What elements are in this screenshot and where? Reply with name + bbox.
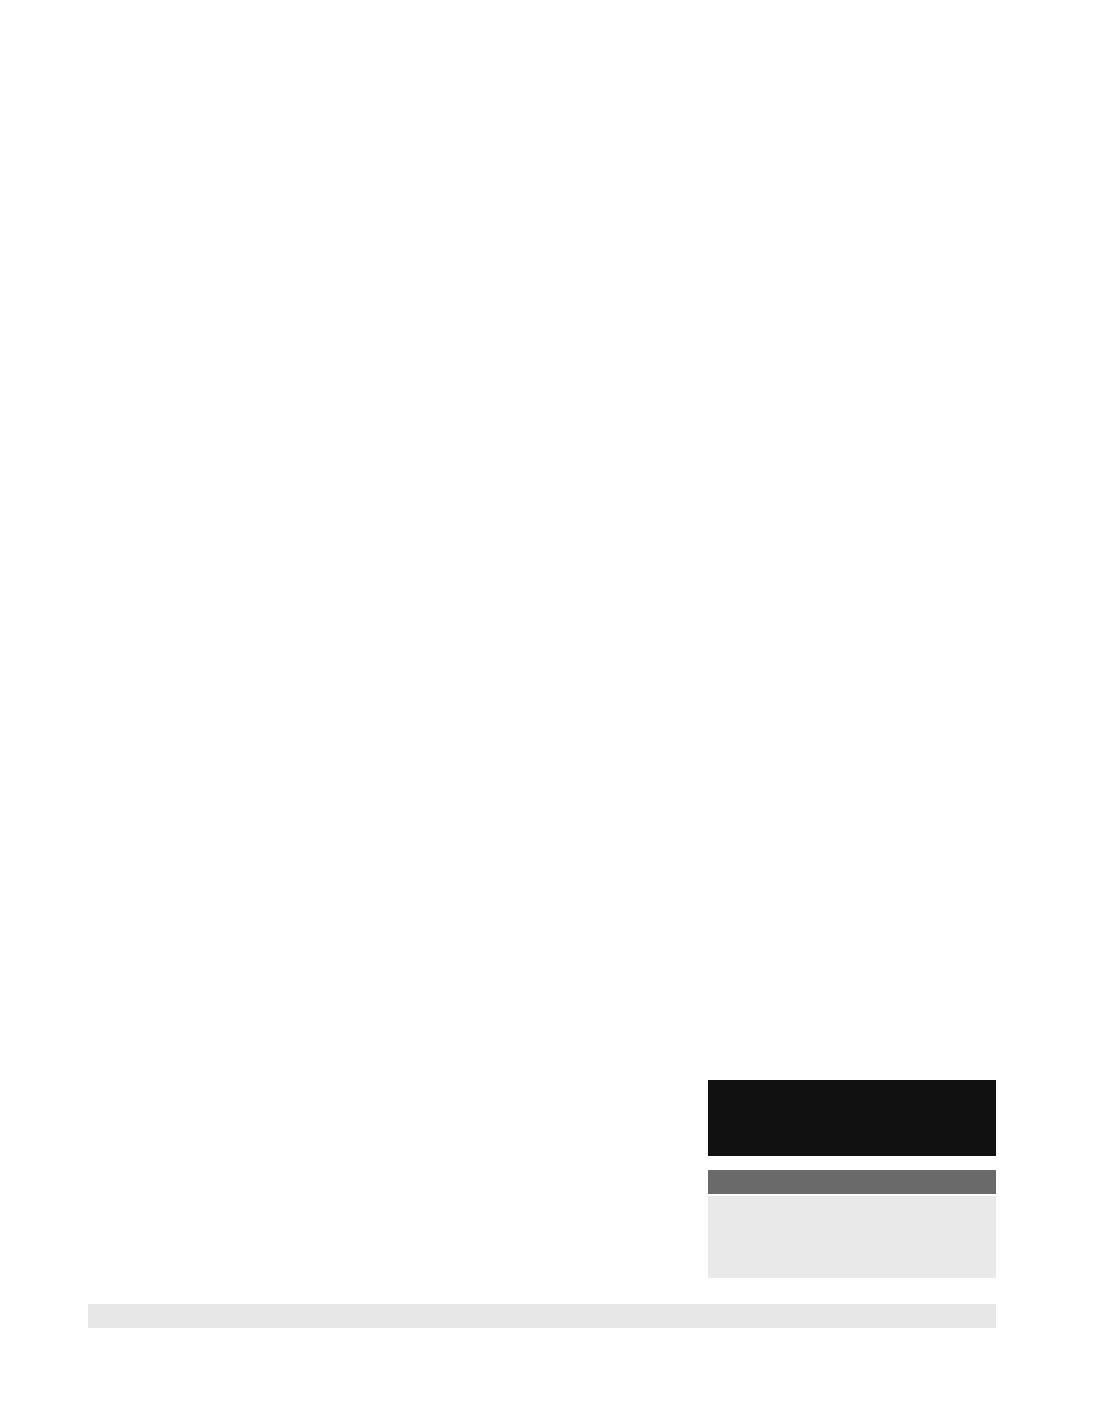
directions-body — [708, 1196, 996, 1278]
page-footer — [88, 1304, 996, 1328]
section-heading-box — [708, 1080, 996, 1156]
directions-heading — [708, 1170, 996, 1194]
